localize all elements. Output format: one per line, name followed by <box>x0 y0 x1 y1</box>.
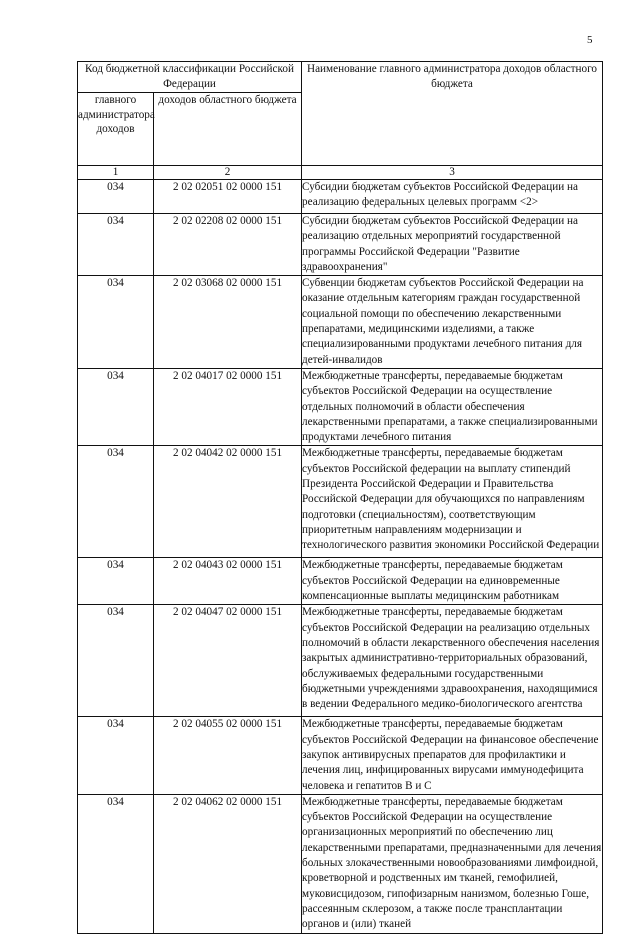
kbk-code-cell: 2 02 03068 02 0000 151 <box>154 276 302 369</box>
table-row <box>78 214 603 276</box>
revenue-name-cell: Субсидии бюджетам субъектов Российской Федерации на реализацию отдельных мероприятий государственной программы Российской Федерации "Развитие здравоохранения" <box>302 214 603 276</box>
table-row <box>78 605 603 717</box>
table-row <box>78 558 603 605</box>
kbk-code-cell: 2 02 04055 02 0000 151 <box>154 717 302 794</box>
admin-code-cell: 034 <box>78 558 154 605</box>
kbk-code-cell: 2 02 02208 02 0000 151 <box>154 214 302 276</box>
column-number-row <box>78 166 603 180</box>
header-admin-column: главного администратора доходов <box>78 93 154 166</box>
admin-code-cell: 034 <box>78 446 154 558</box>
admin-code-cell: 034 <box>78 214 154 276</box>
header-name-column: Наименование главного администратора доходов областного бюджета <box>302 62 603 166</box>
revenue-name-cell: Межбюджетные трансферты, передаваемые бюджетам субъектов Российской Федерации на единовременные компенсационные выплаты медицинским работникам <box>302 558 603 605</box>
page-number: 5 <box>587 34 593 46</box>
admin-code-cell: 034 <box>78 368 154 445</box>
revenue-name-cell: Субсидии бюджетам субъектов Российской Федерации на реализацию федеральных целевых программ <2> <box>302 180 603 214</box>
table-row <box>78 794 603 933</box>
kbk-code-cell: 2 02 04043 02 0000 151 <box>154 558 302 605</box>
admin-code-cell: 034 <box>78 717 154 794</box>
table-row <box>78 446 603 558</box>
table-row <box>78 276 603 369</box>
revenue-name-cell: Межбюджетные трансферты, передаваемые бюджетам субъектов Российской Федерации на реализацию отдельных полномочий в области лекарственного обеспечения населения закрытых административно-территориальных образований, обслуживаемых федеральными государственными бюджетными учреждениями здравоохранения, находящимися в ведении Федерального медико-биологического агентства <box>302 605 603 717</box>
column-number: 3 <box>302 166 603 180</box>
table-row <box>78 717 603 794</box>
column-number: 1 <box>78 166 154 180</box>
column-number: 2 <box>154 166 302 180</box>
table-row <box>78 368 603 445</box>
admin-code-cell: 034 <box>78 794 154 933</box>
revenue-name-cell: Межбюджетные трансферты, передаваемые бюджетам субъектов Российской Федерации на осуществление организационных мероприятий по обеспечению лиц лекарственными препаратами, предназначенными для лечения больных злокачественными новообразованиями лимфоидной, кроветворной и родственных им тканей, гемофилией, муковисцидозом, гипофизарным нанизмом, болезнью Гоше, рассеянным склерозом, а также после трансплантации органов и (или) тканей <box>302 794 603 933</box>
table-row <box>78 180 603 214</box>
kbk-code-cell: 2 02 04047 02 0000 151 <box>154 605 302 717</box>
kbk-code-cell: 2 02 04017 02 0000 151 <box>154 368 302 445</box>
header-revenue-column: доходов областного бюджета <box>154 93 302 166</box>
kbk-code-cell: 2 02 04042 02 0000 151 <box>154 446 302 558</box>
admin-code-cell: 034 <box>78 180 154 214</box>
revenue-name-cell: Межбюджетные трансферты, передаваемые бюджетам субъектов Российской Федерации на осуществление отдельных полномочий в области обеспечения лекарственными препаратами, а также специализированными продуктами лечебного питания <box>302 368 603 445</box>
revenue-name-cell: Межбюджетные трансферты, передаваемые бюджетам субъектов Российской федерации на выплату стипендий Президента Российской Федерации и Правительства Российской Федерации для обучающихся по направлениям подготовки (специальностям), соответствующим приоритетным направлениям модернизации и технологического развития экономики Российской Федерации <box>302 446 603 558</box>
revenue-name-cell: Субвенции бюджетам субъектов Российской Федерации на оказание отдельным категориям граждан государственной социальной помощи по обеспечению лекарственными препаратами, медицинскими изделиями, а также специализированными продуктами лечебного питания для детей-инвалидов <box>302 276 603 369</box>
admin-code-cell: 034 <box>78 605 154 717</box>
revenue-name-cell: Межбюджетные трансферты, передаваемые бюджетам субъектов Российской Федерации на финансовое обеспечение закупок антивирусных препаратов для профилактики и лечения лиц, инфицированных вирусами иммунодефицита человека и гепатитов В и С <box>302 717 603 794</box>
admin-code-cell: 034 <box>78 276 154 369</box>
header-group-title: Код бюджетной классификации Российской Федерации <box>78 62 302 93</box>
kbk-code-cell: 2 02 04062 02 0000 151 <box>154 794 302 933</box>
budget-classification-table <box>77 61 603 934</box>
kbk-code-cell: 2 02 02051 02 0000 151 <box>154 180 302 214</box>
